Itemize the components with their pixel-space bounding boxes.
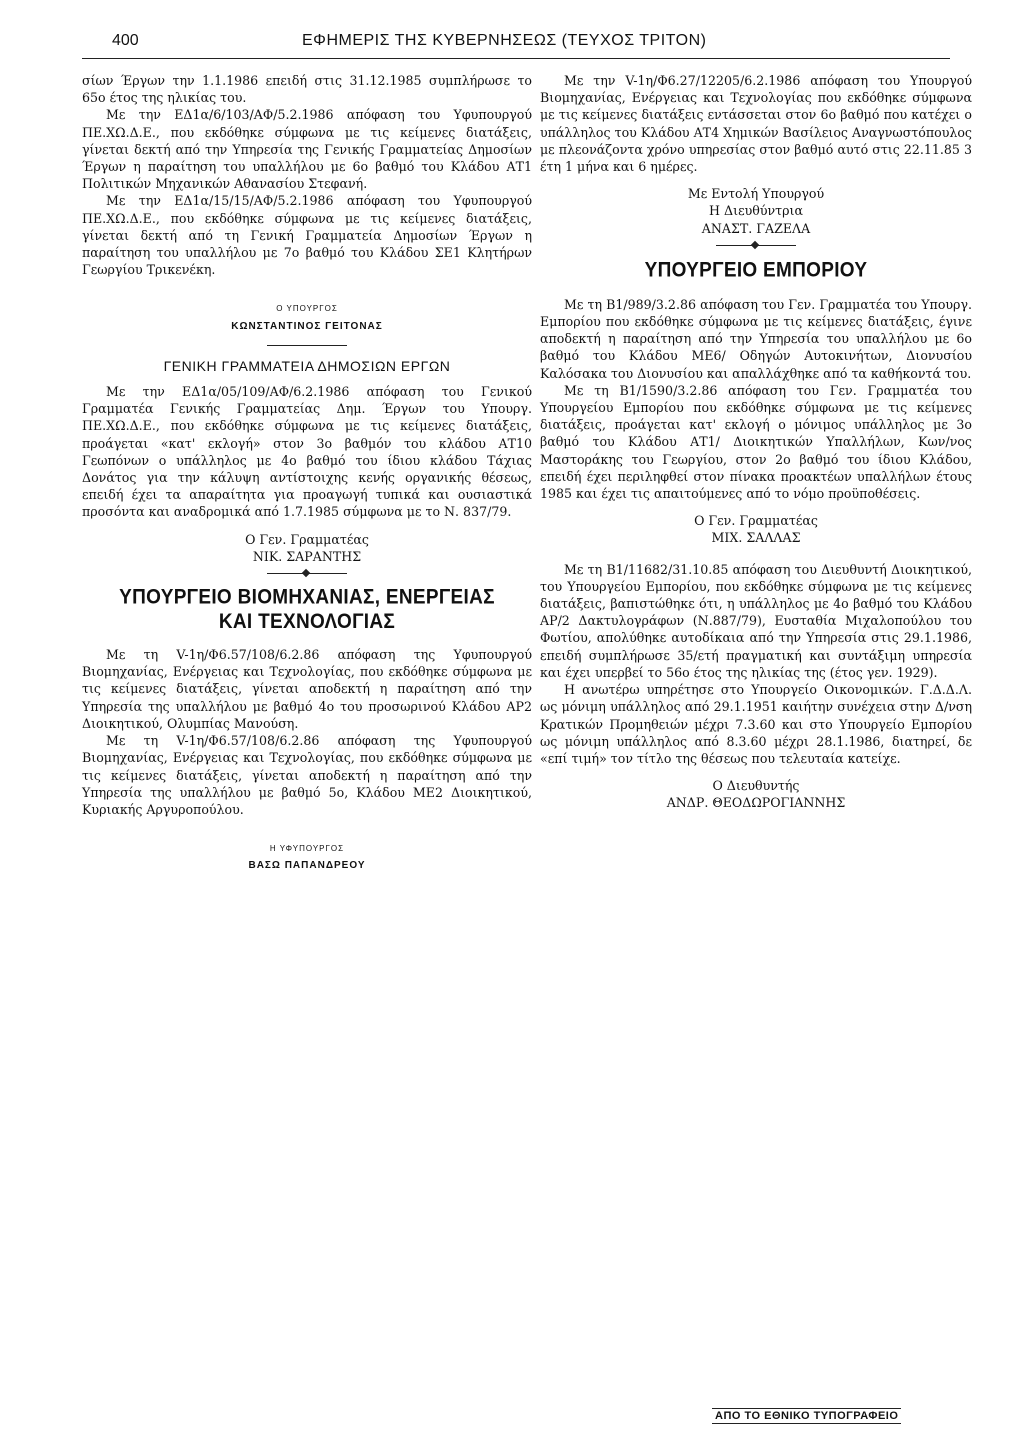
paragraph: Με τη V-1η/Φ6.57/108/6.2.86 απόφαση της Υφυπουργού Βιομηχανίας, Ενέργειας και Τεχνολογίας, που εκδόθηκε σύμφωνα με τις κείμενες διατάξεις, γίνεται αποδεκτή η παραίτηση από την Υπηρεσία της υπαλλήλου με βαθμό 5ο, Κλάδου ΜΕ2 Διοικητικού, Κυριακής Αργυροπούλου.	[82, 733, 532, 817]
signatory-title: Ο ΥΠΟΥΡΓΟΣ	[276, 304, 338, 314]
signatory-title: Ο Γεν. Γραμματέας	[694, 513, 818, 529]
signature-block	[540, 777, 972, 811]
page-header	[82, 32, 950, 59]
signature-block	[540, 512, 972, 546]
right-column	[540, 72, 972, 812]
page-number: 400	[112, 32, 139, 49]
signatory-name: ΑΝΔΡ. ΘΕΟΔΩΡΟΓΙΑΝΝΗΣ	[666, 795, 846, 811]
signature-block	[540, 185, 972, 237]
paragraph: Με την ΕΔ1α/6/103/ΑΦ/5.2.1986 απόφαση του Υφυπουργού ΠΕ.ΧΩ.Δ.Ε., που εκδόθηκε σύμφωνα με τις κείμενες διατάξεις, γίνεται δεκτή από την Υπηρεσία της Γενικής Γραμματείας Δημοσίων Έργων η παραίτηση του υπαλλήλου με 6ο βαθμό του Κλάδου ΑΤ1 Πολιτικών Μηχανικών Αθανασίου Στεφανή.	[82, 107, 532, 192]
ministry-heading	[82, 585, 532, 634]
signatory-name: ΝΙΚ. ΣΑΡΑΝΤΗΣ	[252, 548, 362, 564]
signatory-name: ΑΝΑΣΤ. ΓΑΖΕΛΑ	[701, 220, 811, 236]
section-heading: ΓΕΝΙΚΗ ΓΡΑΜΜΑΤΕΙΑ ΔΗΜΟΣΙΩΝ ΕΡΓΩΝ	[163, 357, 451, 374]
signatory-name: ΜΙΧ. ΣΑΛΛΑΣ	[711, 530, 801, 546]
gazette-title: ΕΦΗΜΕΡΙΣ ΤΗΣ ΚΥΒΕΡΝΗΣΕΩΣ (ΤΕΥΧΟΣ ΤΡΙΤΟΝ)	[302, 32, 707, 49]
paragraph: Με τη Β1/11682/31.10.85 απόφαση του Διευθυντή Διοικητικού, του Υπουργείου Εμπορίου, που εκδόθηκε σύμφωνα με τις κείμενες διατάξεις, βαπιστώθηκε ότι, η υπάλληλος με 4ο βαθμό του Κλάδου ΑΡ/2 Δακτυλογράφων (Ν.887/79), Ευσταθία Μιχαλοπούλου του Φωτίου, απολύθηκε αυτοδίκαια από την Υπηρεσία στις 29.1.1986, επειδή συμπλήρωσε 35/ετή πραγματική και συντάξιμη υπηρεσία και έχει υπερβεί το 56ο έτος της ηλικίας της (έτος γεν. 1929).	[540, 561, 972, 680]
paragraph: Με τη Β1/989/3.2.86 απόφαση του Γεν. Γραμματέα του Υπουργ. Εμπορίου που εκδόθηκε σύμφωνα με τις κείμενες διατάξεις, έγινε αποδεκτή η παραίτηση από την Υπηρεσία του υπαλλήλου με 6ο βαθμό του Κλάδου ΜΕ6/ Οδηγών Αυτοκινήτων, Διονυσίου Καλόσακα του Διονυσίου και απαλλάχθηκε από τα καθήκοντά του.	[540, 296, 972, 381]
paragraph: Με την ΕΔ1α/05/109/ΑΦ/6.2.1986 απόφαση του Γενικού Γραμματέα Γενικής Γραμματείας Δημ. Έργων του Υπουργ. ΠΕ.ΧΩ.Δ.Ε., που εκδόθηκε σύμφωνα με τις κείμενες διατάξεις, προάγεται «κατ' εκλογή» στον 3ο βαθμόν του κλάδου ΑΤ10 Γεωπόνων ο υπάλληλος με 4ο βαθμό του ίδιου κλάδου Τάχιας Δονάτος για την κάλυψη αντίστοιχης κενής οργανικής θέσεως, επειδή έχει τα απαραίτητα για προαγωγή τυπικά και ουσιαστικά προσόντα και αναδρομικά από 1.7.1985 σύμφωνα με το Ν. 837/79.	[82, 384, 532, 520]
signatory-title: Ο Γεν. Γραμματέας	[245, 531, 369, 547]
signatory-title: Ο Διευθυντής	[712, 778, 800, 794]
ministry-title-line: ΚΑΙ ΤΕΧΝΟΛΟΓΙΑΣ	[218, 610, 396, 634]
ministry-heading: ΥΠΟΥΡΓΕΙΟ ΕΜΠΟΡΙΟΥ	[644, 258, 868, 283]
signatory-title: Η ΥΦΥΠΟΥΡΓΟΣ	[269, 844, 345, 854]
paragraph: σίων Έργων την 1.1.1986 επειδή στις 31.12.1985 συμπλήρωσε το 65ο έτος της ηλικίας του.	[82, 73, 532, 106]
ministry-title-line: ΥΠΟΥΡΓΕΙΟ ΒΙΟΜΗΧΑΝΙΑΣ, ΕΝΕΡΓΕΙΑΣ	[119, 585, 495, 609]
signatory-name: ΚΩΝΣΤΑΝΤΙΝΟΣ ΓΕΙΤΟΝΑΣ	[231, 320, 383, 332]
divider	[267, 573, 347, 574]
printer-imprint: ΑΠΟ ΤΟ ΕΘΝΙΚΟ ΤΥΠΟΓΡΑΦΕΙΟ	[712, 1408, 901, 1424]
paragraph: Με την ΕΔ1α/15/15/ΑΦ/5.2.1986 απόφαση του Υφυπουργού ΠΕ.ΧΩ.Δ.Ε., που εκδόθηκε σύμφωνα με τις κείμενες διατάξεις, γίνεται δεκτή από τη Γενική Γραμματεία Δημοσίων Έργων η παραίτηση του υπαλλήλου με 7ο βαθμό του Κλάδου ΣΕ1 Κλητήρων Γεωργίου Τρικενέκη.	[82, 193, 532, 278]
paragraph: Η ανωτέρω υπηρέτησε στο Υπουργείο Οικονομικών. Γ.Δ.Δ.Λ. ως μόνιμη υπάλληλος από 29.1.1951 καιήτην συνέχεια στην Δ/νση Κρατικών Προμηθειών μέχρι 7.3.60 και στο Υπουργείο Εμπορίου ως μόνιμη υπάλληλος από 8.3.60 μέχρι 28.1.1986, διατηρεί, δε «επί τιμή» τον τίτλο της θέσεως που τελευταία κατείχε.	[540, 682, 972, 766]
left-column	[82, 72, 532, 885]
paragraph: Με τη Β1/1590/3.2.86 απόφαση του Γεν. Γραμματέα του Υπουργείου Εμπορίου που εκδόθηκε σύμφωνα με τις κείμενες διατάξεις, προάγεται κατ' εκλογή ο μόνιμος υπάλληλος με 3ο βαθμό του Κλάδου ΑΤ1/ Διοικητικών Υπαλλήλων, Κων/νος Μαστοράκης του Γεωργίου, στον 2ο βαθμό του ίδιου Κλάδου, επειδή έχει περιληφθεί στον πίνακα προακτέων υπαλλήλων έτους 1985 και έχει τις απαιτούμενες από το νόμο προϋποθέσεις.	[540, 382, 972, 502]
paragraph: Με τη V-1η/Φ6.57/108/6.2.86 απόφαση της Υφυπουργού Βιομηχανίας, Ενέργειας και Τεχνολογίας, που εκδόθηκε σύμφωνα με τις κείμενες διατάξεις, γίνεται αποδεκτή η παραίτηση από την Υπηρεσία της υπαλλήλου με βαθμό 4ο του προσωρινού Κλάδου ΑΡ2 Διοικητικού, Ολυμπίας Μανούση.	[82, 647, 532, 731]
signatory-title: Η Διευθύντρια	[709, 203, 803, 219]
signatory-title: Με Εντολή Υπουργού	[687, 186, 825, 202]
divider	[267, 345, 347, 346]
signatory-name: ΒΑΣΩ ΠΑΠΑΝΔΡΕΟΥ	[248, 860, 366, 872]
divider	[716, 245, 796, 246]
paragraph: Με την V-1η/Φ6.27/12205/6.2.1986 απόφαση του Υπουργού Βιομηχανίας, Ενέργειας και Τεχνολογίας που εκδόθηκε σύμφωνα με τις κείμενες διατάξεις εντάσσεται στον 6ο βαθμό που κατέχει ο υπάλληλος του Κλάδου ΑΤ4 Χημικών Βασίλειος Αναγνωστόπουλος με πλεονάζοντα χρόνο υπηρεσίας στον βαθμό αυτό στις 22.11.85 3 έτη 1 μήνα και 6 ημέρες.	[540, 73, 972, 175]
signature-block	[82, 531, 532, 565]
